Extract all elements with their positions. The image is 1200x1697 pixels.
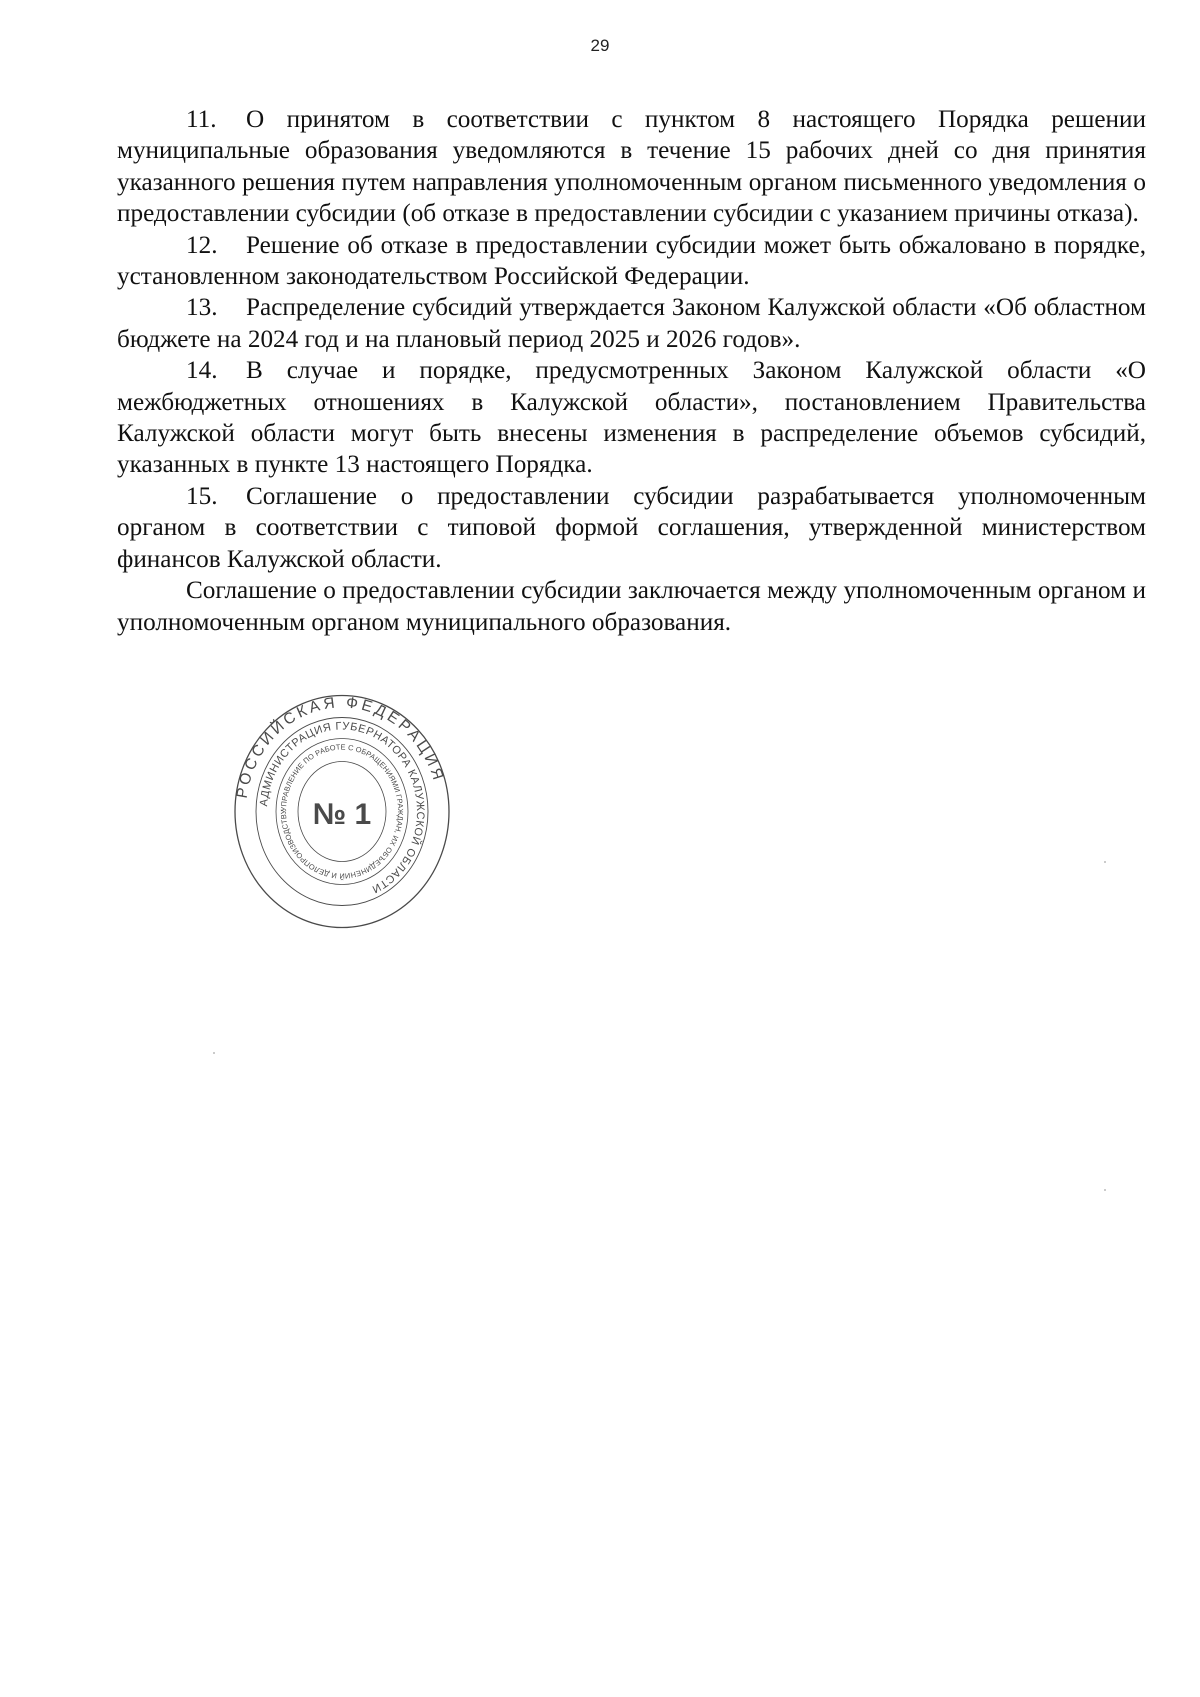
official-seal bbox=[233, 693, 451, 930]
paragraph-text: Соглашение о предоставлении субсидии заключается между уполномоченным органом и уполномоченным органом муниципального образования. bbox=[117, 577, 1146, 636]
paragraph-text: Распределение субсидий утверждается Законом Калужской области «Об областном бюджете на 2024 год и на плановый период 2025 и 2026 годов». bbox=[117, 294, 1146, 353]
paragraph-number: 14. bbox=[186, 357, 218, 385]
document-body bbox=[117, 104, 1146, 638]
seal-number: № 1 bbox=[312, 798, 372, 831]
paragraph-14 bbox=[117, 355, 1146, 481]
scan-speck bbox=[213, 1052, 215, 1054]
paragraph-number: 13. bbox=[186, 294, 218, 322]
paragraph-13 bbox=[117, 292, 1146, 355]
page-number: 29 bbox=[590, 36, 610, 55]
paragraph-number: 15. bbox=[186, 482, 218, 510]
seal-middle-text: АДМИНИСТРАЦИЯ ГУБЕРНАТОРА КАЛУЖСКОЙ ОБЛАСТИ bbox=[258, 720, 427, 896]
paragraph-15 bbox=[117, 481, 1146, 575]
paragraph-12 bbox=[117, 230, 1146, 293]
paragraph-number: 11. bbox=[186, 106, 217, 133]
paragraph-text: Соглашение о предоставлении субсидии разрабатывается уполномоченным органом в соответствии с типовой формой соглашения, утвержденной министерством финансов Калужской области. bbox=[117, 482, 1146, 573]
paragraph-11 bbox=[117, 104, 1146, 230]
paragraph-text: О принятом в соответствии с пунктом 8 настоящего Порядка решении муниципальные образования уведомляются в течение 15 рабочих дней со дня принятия указанного решения путем направления уполномоченным органом письменного уведомления о предоставлении субсидии (об отказе в предоставлении субсидии с указанием причины отказа). bbox=[117, 106, 1146, 228]
seal-inner-text: УПРАВЛЕНИЕ ПО РАБОТЕ С ОБРАЩЕНИЯМИ ГРАЖДАН, ИХ ОБЪЕДИНЕНИЙ И ДЕЛОПРОИЗВОДСТВУ bbox=[278, 742, 406, 881]
paragraph-text: В случае и порядке, предусмотренных Законом Калужской области «О межбюджетных отношениях в Калужской области», постановлением Правительства Калужской области могут быть внесены изменения в распределение объемов субсидий, указанных в пункте 13 настоящего Порядка. bbox=[117, 357, 1146, 479]
paragraph-15-continuation bbox=[117, 575, 1146, 638]
seal-outer-text: РОССИЙСКАЯ ФЕДЕРАЦИЯ bbox=[233, 694, 448, 800]
paragraph-number: 12. bbox=[186, 231, 218, 259]
scan-speck bbox=[1104, 1189, 1106, 1191]
paragraph-text: Решение об отказе в предоставлении субсидии может быть обжаловано в порядке, установленном законодательством Российской Федерации. bbox=[117, 231, 1146, 291]
scan-speck bbox=[1104, 861, 1106, 863]
seal-graphic bbox=[233, 693, 451, 930]
